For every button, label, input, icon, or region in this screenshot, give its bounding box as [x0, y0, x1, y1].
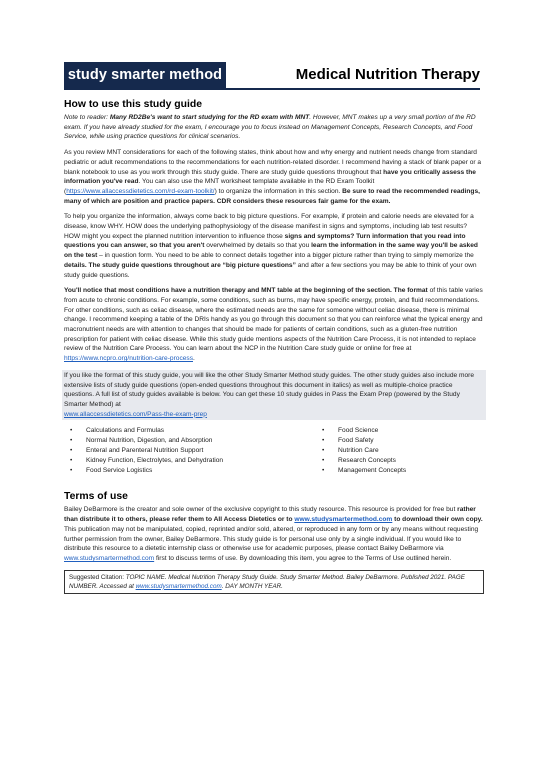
p3-text-c: . [193, 355, 195, 363]
note-bold: Many RD2Be's want to start studying for the RD exam with MNT [109, 114, 310, 121]
p3-bold-a: You'll notice that most conditions have a nutrition therapy and MNT table at the beginning of the section. The format [64, 287, 428, 295]
note-paragraph [64, 113, 484, 142]
document-body [64, 98, 484, 594]
list-item: • Food Science [316, 426, 484, 436]
study-smarter-contact-link[interactable]: www.studysmartermethod.com [64, 554, 155, 562]
p3-text-b: of this table varies from acute to chronic conditions. For example, some conditions, such as burns, may have specific energy, protein, and fluid recommendations. For other conditions, such as celiac disease, where the estimated needs are the same for someone without celiac disease, there is minimal change. I recommend keeping a table of the DRIs handy as you go through this document so that you can reinforce what the typical energy and macronutrient needs are with attention to changes that should be made for patients of certain conditions, such as a gluten-free nutrition prescription for patient with celiac disease. While this study guide mentions aspects of the Nutrition Care Process, it is not intended to replace review of the Nutrition Care Process. You can learn about the NCP in the Nutrition Care study guide or online for free at [64, 287, 483, 353]
p2-bold-d: learn the information in the same way you'll be asked on the test [64, 242, 478, 260]
how-to-heading: How to use this study guide [64, 99, 202, 110]
header-divider [64, 88, 480, 90]
citation-body: TOPIC NAME. Medical Nutrition Therapy Study Guide. Study Smarter Method. Bailey DeBarmore. Published 2021. PAGE NUMBER. Accessed at [69, 573, 465, 590]
p4-text-a: If you like the format of this study guide, you will like the other Study Smarter Method study guides. The other study guides also include more extensive lists of study guide questions (open-ended questions throughout this document in italics) as well as multiple-choice practice questions. A full list of study guides available is below. You can get these 10 study guides in Pass the Exam Prep (powered by the Study Smarter Method) at [64, 371, 475, 408]
terms-paragraph [64, 505, 484, 563]
list-item: • Food Safety [316, 436, 484, 446]
brand-logo: study smarter method [64, 62, 226, 88]
p2-text-c: overwhelmed by details so that you [204, 242, 312, 250]
list-item: • Food Service Logistics [64, 466, 316, 476]
citation-link[interactable]: www.studysmartermethod.com [135, 582, 222, 590]
study-guides-callout [62, 370, 486, 421]
terms-bold-b: rather than distribute it to others, please refer them to All Access Dietetics or to [64, 506, 476, 524]
note-prefix: Note to reader: [64, 114, 110, 121]
ncp-link[interactable]: https://www.ncpro.org/nutrition-care-process [64, 355, 193, 363]
terms-heading: Terms of use [64, 491, 128, 503]
rd-exam-toolkit-link[interactable]: https://www.allaccessdietetics.com/rd-exam-toolkit/ [66, 187, 215, 195]
p2-bold-f: details. The study guide questions throughout are “big picture questions” [64, 261, 296, 269]
terms-bold-c: to download their own copy. [392, 516, 483, 524]
intro-paragraph-2 [64, 212, 484, 280]
list-item: • Kidney Function, Electrolytes, and Dehydration [64, 456, 316, 466]
note-rest: . However, MNT makes up a very small portion of the RD exam. If you have already studied for the exam, I encourage you to focus instead on Management Concepts, Research Concepts, and Food Service, while using practice questions for clinical scenarios. [64, 114, 476, 141]
page-title: Medical Nutrition Therapy [295, 66, 480, 83]
p1-text-d: ) to organize the information in this section. [214, 187, 343, 195]
intro-paragraph-3 [64, 286, 484, 364]
terms-text-e: first to discuss terms of use. By downloading this item, you agree to the Terms of Use outlined herein. [154, 554, 452, 562]
list-item: • Research Concepts [316, 456, 484, 466]
list-item: • Nutrition Care [316, 446, 484, 456]
citation-suffix: . DAY MONTH YEAR. [221, 582, 283, 590]
page-header [64, 62, 480, 88]
p2-text-e: – in question form. You need to be able to connect details together into a bigger picture rather than trying to simply memorize the [97, 252, 474, 260]
list-item: • Management Concepts [316, 466, 484, 476]
terms-text-a: Bailey DeBarmore is the creator and sole owner of the exclusive copyright to this study resource. This resource is provided for free but [64, 506, 458, 514]
list-item: • Normal Nutrition, Digestion, and Absorption [64, 436, 316, 446]
pass-the-exam-prep-link[interactable]: www.allaccessdietetics.com/Pass-the-exam-prep [64, 410, 207, 418]
study-guide-topic-list [64, 426, 484, 476]
p1-text-a: As you review MNT considerations for each of the following states, think about how and why energy and nutrient needs change from standard pediatric or adult recommendations to the recommendations for each nutrition-related disorder. I recommend having a stack of blank paper or a blank notebook to use as you work through this study guide. There are study guide questions throughout that [64, 149, 482, 176]
suggested-citation-box [64, 570, 484, 594]
list-item: • Calculations and Formulas [64, 426, 316, 436]
study-smarter-link[interactable]: www.studysmartermethod.com [294, 516, 393, 524]
p1-text-c: . You can also use the MNT worksheet template available in the RD Exam Toolkit ( [64, 178, 375, 195]
p1-bold-e: Be sure to read the recommended readings, many of which are position and practice papers. CDR considers these resources fair game for the exam. [64, 187, 480, 205]
list-item: • Enteral and Parenteral Nutrition Support [64, 446, 316, 456]
terms-text-d: This publication may not be manipulated, copied, reprinted and/or sold, altered, or reproduced in any form or by any means without requesting further permission from the owner, Bailey DeBarmore. This study guide is for personal use only by a single individual. If you would like to distribute this resource to a dietetic internship class or otherwise use for academic purposes, please contact Bailey DeBarmore via [64, 525, 479, 553]
p2-text-a: To help you organize the information, always come back to big picture questions. For example, if protein and calorie needs are elevated for a disease, know WHY. HOW does the underlying pathophysiology of the disease manifest in signs and symptoms, including lab test results? HOW might you expect the planned nutrition intervention to influence those [64, 213, 474, 240]
p1-bold-b: have you critically assess the information you've read [64, 168, 476, 186]
p2-bold-b: signs and symptoms? Turn information that you read into questions you can answer, so that you aren't [64, 232, 466, 250]
citation-prefix: Suggested Citation: [69, 573, 126, 581]
p2-text-g: and after a few sections you may be able to think of your own study guide questions. [64, 261, 477, 279]
intro-paragraph-1 [64, 148, 484, 206]
